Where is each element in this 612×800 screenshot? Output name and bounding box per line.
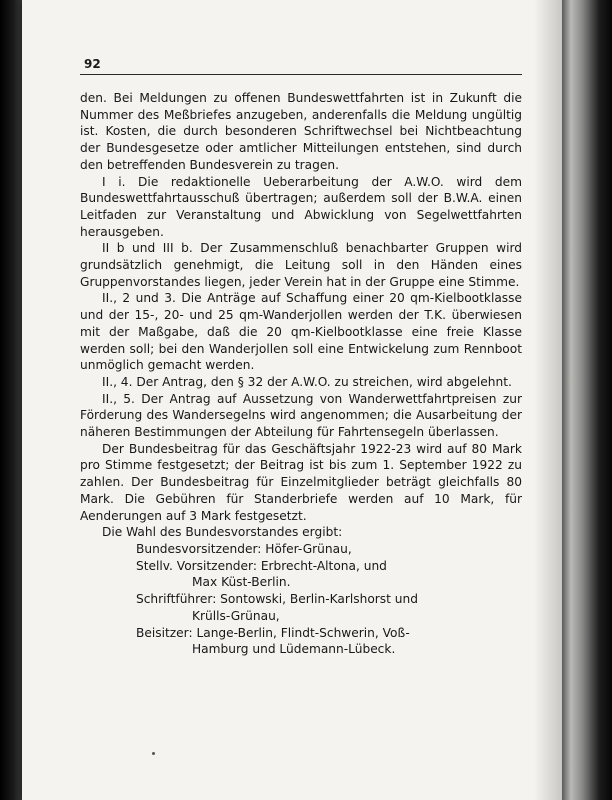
- page-gutter-shade: [534, 0, 562, 800]
- board-role-assessors: [80, 625, 522, 658]
- board-election-intro: Die Wahl des Bundesvorstandes ergibt:: [102, 525, 343, 540]
- board-role-vice-chair: [80, 558, 522, 591]
- body-text: [80, 90, 522, 658]
- paragraph: II., 5. Der Antrag auf Aussetzung von Wanderwettfahrtpreisen zur Förderung des Wandersegelns wird angenommen; die Ausarbeitung der näheren Bestimmungen der Abteilung für Fahrtensegeln überlassen.: [80, 391, 522, 440]
- role-holder: Sontowski, Berlin-Karlshorst und: [220, 592, 418, 607]
- role-holder: Höfer-Grünau,: [265, 541, 352, 556]
- role-title: Schriftführer:: [136, 592, 217, 607]
- book-page: [22, 0, 562, 800]
- board-role-secretary: [80, 591, 522, 624]
- role-holder: Lange-Berlin, Flindt-Schwerin, Voß-: [196, 625, 410, 640]
- paragraph: II., 4. Der Antrag, den § 32 der A.W.O. zu streichen, wird abgelehnt.: [102, 374, 512, 389]
- paragraph: Der Bundesbeitrag für das Geschäftsjahr 1922-23 wird auf 80 Mark pro Stimme festgesetzt; der Beitrag ist bis zum 1. September 1922 zu zahlen. Der Bundesbeitrag für Einzelmitglieder beträgt gleichfalls 80 Mark. Die Gebühren für Standerbriefe werden auf 10 Mark, für Aenderungen auf 3 Mark festgesetzt.: [80, 441, 522, 523]
- book-fore-edge: [562, 0, 612, 800]
- role-holder-continued: Krülls-Grünau,: [192, 608, 280, 623]
- page-number: 92: [84, 57, 101, 71]
- header-rule: [80, 74, 522, 75]
- paragraph: I i. Die redaktionelle Ueberarbeitung der A.W.O. wird dem Bundeswettfahrtausschuß übertragen; außerdem soll der B.W.A. einen Leitfaden zur Veranstaltung und Abwicklung von Segelwettfahrten herausgeben.: [80, 174, 522, 239]
- role-title: Beisitzer:: [136, 625, 193, 640]
- role-holder-continued: Hamburg und Lüdemann-Lübeck.: [192, 642, 396, 657]
- role-title: Bundesvorsitzender:: [136, 541, 262, 556]
- paragraph: II b und III b. Der Zusammenschluß benachbarter Gruppen wird grundsätzlich genehmigt, die Leitung soll in den Händen eines Gruppenvorstandes liegen, jeder Verein hat in der Gruppe eine Stimme.: [80, 241, 522, 289]
- board-election-list: [80, 524, 522, 658]
- board-role-chair: [80, 541, 522, 558]
- role-holder: Erbrecht-Altona, und: [260, 558, 387, 573]
- role-holder-continued: Max Küst-Berlin.: [192, 575, 291, 590]
- role-title: Stellv. Vorsitzender:: [136, 558, 257, 573]
- paragraph: den. Bei Meldungen zu offenen Bundeswettfahrten ist in Zukunft die Nummer des Meßbriefes anzugeben, anderenfalls die Meldung ungültig ist. Kosten, die durch besonderen Schriftwechsel bei Nichtbeachtung der Bundesgesetze oder amtlicher Mitteilungen entstehen, sind durch den betreffenden Bundesverein zu tragen.: [80, 91, 522, 172]
- paragraph: II., 2 und 3. Die Anträge auf Schaffung einer 20 qm-Kielbootklasse und der 15-, 20- und 25 qm-Wanderjollen werden der T.K. überwiesen mit der Maßgabe, daß die 20 qm-Kielbootklasse eine freie Klasse werden soll; bei den Wanderjollen soll eine Entwickelung zum Rennboot unmöglich gemacht werden.: [80, 291, 522, 373]
- book-spine-shadow: [0, 0, 22, 800]
- print-speck: [152, 752, 155, 755]
